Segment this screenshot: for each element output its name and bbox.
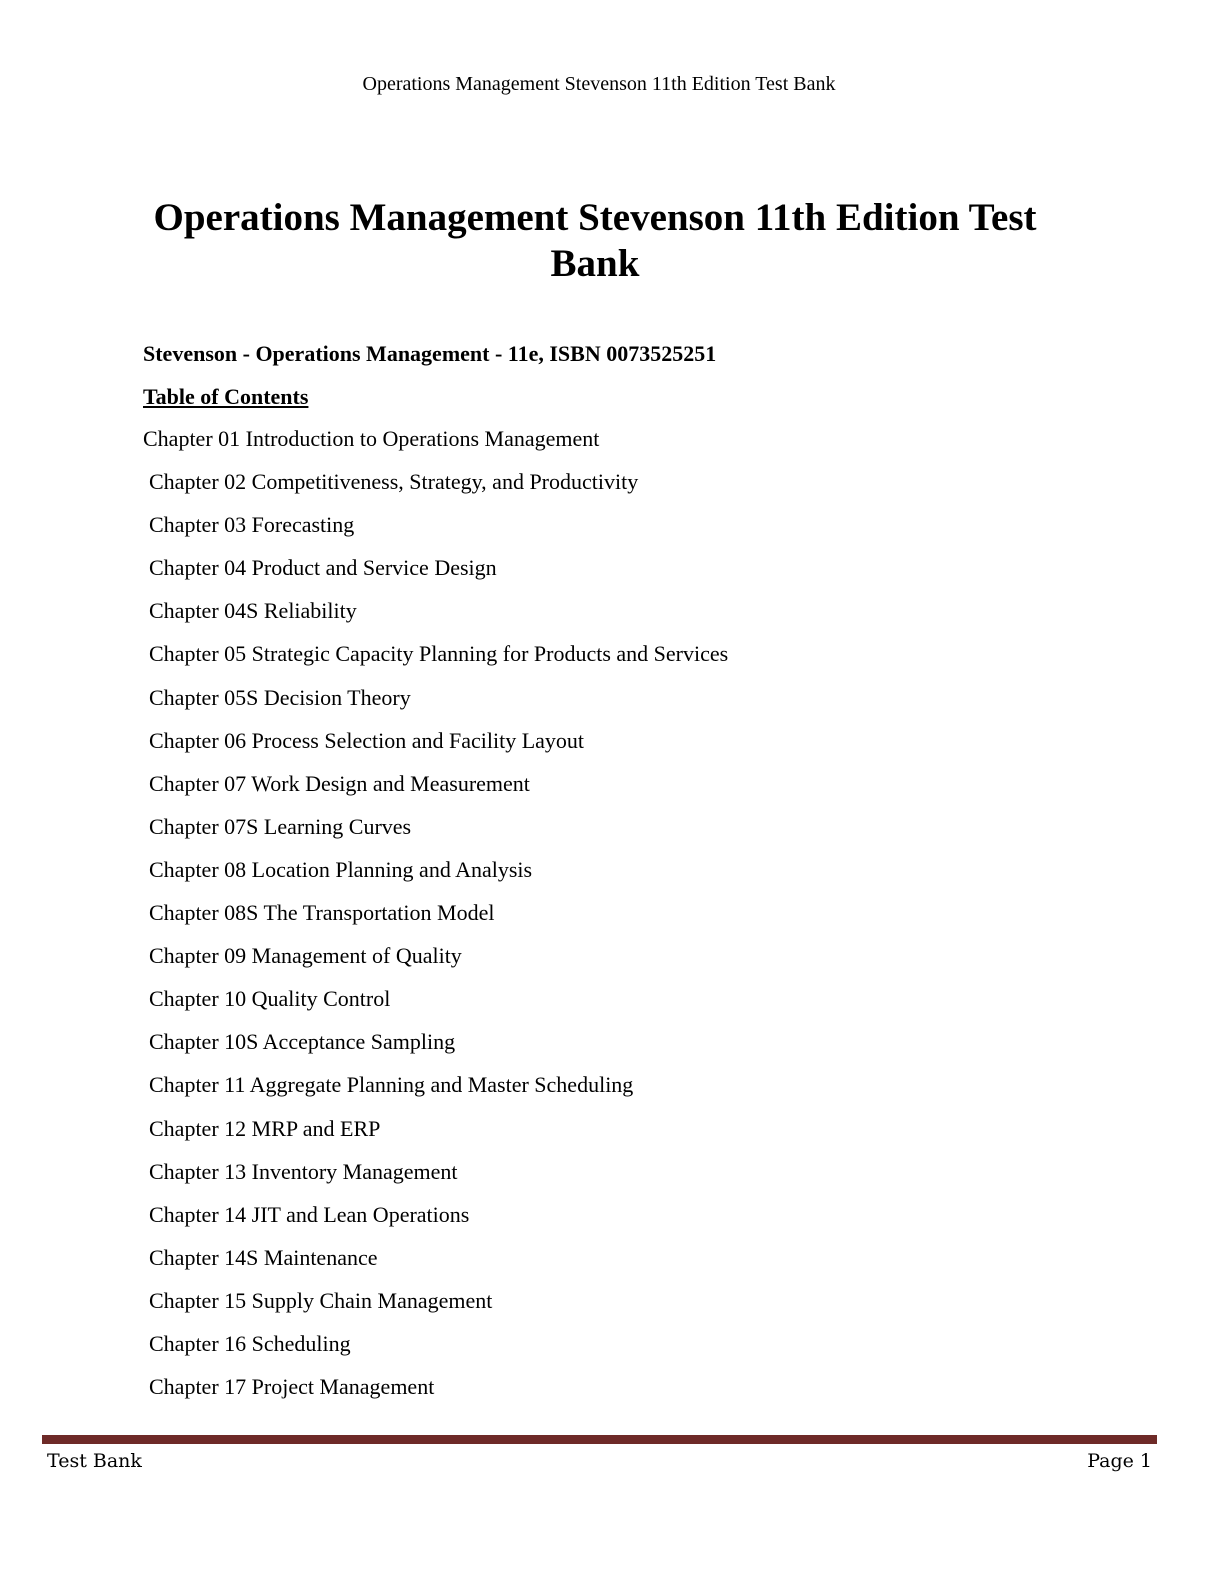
- toc-item: Chapter 06 Process Selection and Facility Layout: [149, 727, 585, 753]
- toc-item: Chapter 17 Project Management: [149, 1374, 435, 1400]
- footer-rule: [42, 1435, 1157, 1444]
- toc-item: Chapter 10 Quality Control: [149, 986, 391, 1012]
- toc-item: Chapter 04 Product and Service Design: [149, 555, 497, 581]
- toc-item: Chapter 16 Scheduling: [149, 1330, 351, 1356]
- footer-label: Test Bank: [47, 1450, 142, 1472]
- toc-item: Chapter 11 Aggregate Planning and Master Scheduling: [149, 1072, 634, 1098]
- toc-item: Chapter 02 Competitiveness, Strategy, and Productivity: [149, 469, 639, 495]
- toc-item: Chapter 05 Strategic Capacity Planning for Products and Services: [149, 641, 729, 667]
- toc-item: Chapter 08 Location Planning and Analysis: [149, 856, 533, 882]
- toc-item: Chapter 14 JIT and Lean Operations: [149, 1201, 470, 1227]
- toc-item: Chapter 09 Management of Quality: [149, 943, 462, 969]
- toc-heading: Table of Contents: [143, 384, 309, 409]
- document-title: Operations Management Stevenson 11th Edition Test Bank: [153, 196, 1037, 285]
- toc-item: Chapter 01 Introduction to Operations Management: [143, 426, 600, 451]
- book-subtitle: Stevenson - Operations Management - 11e, ISBN 0073525251: [143, 341, 717, 366]
- toc-item: Chapter 04S Reliability: [149, 598, 357, 624]
- toc-item: Chapter 13 Inventory Management: [149, 1158, 458, 1184]
- toc-item: Chapter 12 MRP and ERP: [149, 1115, 381, 1141]
- toc-item: Chapter 14S Maintenance: [149, 1244, 378, 1270]
- toc-item: Chapter 05S Decision Theory: [149, 684, 411, 710]
- page-number: Page 1: [1087, 1450, 1152, 1472]
- toc-item: Chapter 03 Forecasting: [149, 512, 355, 538]
- toc-list: [143, 425, 728, 1416]
- toc-item: Chapter 10S Acceptance Sampling: [149, 1029, 456, 1055]
- running-header: Operations Management Stevenson 11th Edition Test Bank: [362, 73, 836, 95]
- toc-item: Chapter 08S The Transportation Model: [149, 900, 495, 926]
- toc-item: Chapter 07S Learning Curves: [149, 813, 412, 839]
- toc-item: Chapter 15 Supply Chain Management: [149, 1287, 493, 1313]
- toc-item: Chapter 07 Work Design and Measurement: [149, 770, 530, 796]
